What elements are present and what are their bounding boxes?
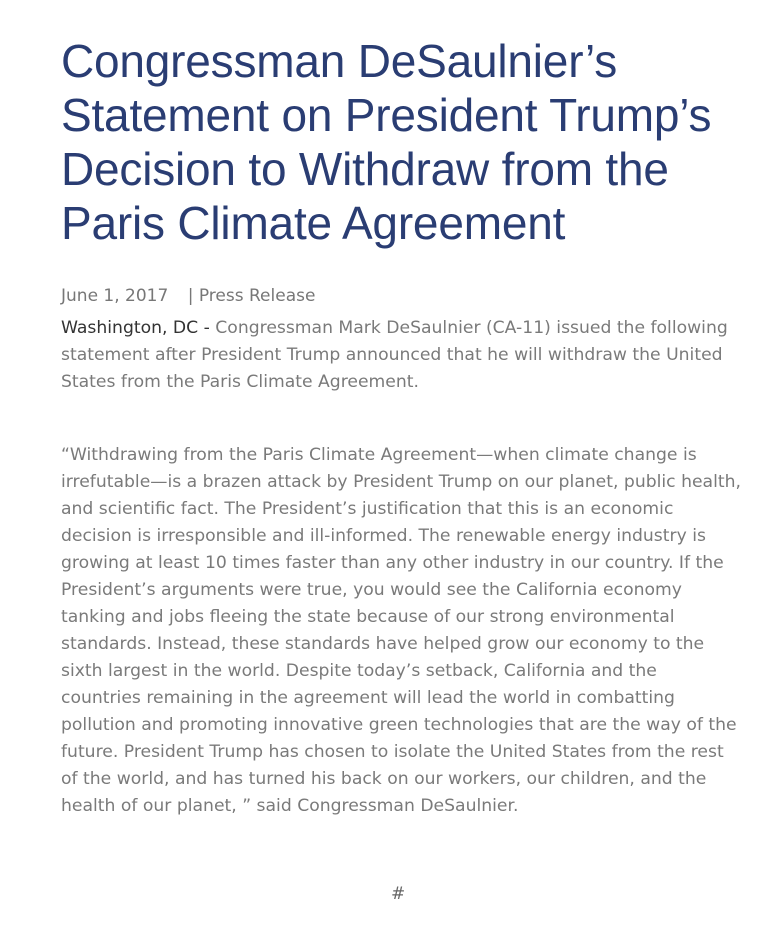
end-mark: # (391, 884, 406, 904)
dateline: Washington, DC - (61, 318, 210, 338)
article-category: Press Release (198, 286, 316, 306)
quote-paragraph: “Withdrawing from the Paris Climate Agreement—when climate change is irrefutable—is a brazen attack by President Trump on our planet, public health, and scientific fact. The President’s justification that this is an economic decision is irresponsible and ill-informed. The renewable energy industry is growing at least 10 times faster than any other industry in our country. If the President’s arguments were true, you would see the California economy tanking and jobs fleeing the state because of our strong environmental standards. Instead, these standards have helped grow our economy to the sixth largest in the world. Despite today’s setback, California and the countries remaining in the agreement will lead the world in combatting pollution and promoting innovative green technologies that are the way of the future. President Trump has chosen to isolate the United States from the rest of the world, and has turned his back on our workers, our children, and the health of our planet, ” said Congressman DeSaulnier. (61, 445, 741, 816)
intro-text: Congressman Mark DeSaulnier (CA-11) issued the following statement after President Trump announced that he will withdraw the United States from the Paris Climate Agreement. (61, 318, 728, 392)
intro-paragraph (61, 315, 741, 396)
page-title: Congressman DeSaulnier’s Statement on President Trump’s Decision to Withdraw from the Paris Climate Agreement (61, 35, 712, 249)
article-meta (61, 283, 741, 309)
press-release (61, 34, 741, 820)
publish-date: June 1, 2017 (61, 286, 169, 306)
meta-separator: | (187, 286, 194, 306)
